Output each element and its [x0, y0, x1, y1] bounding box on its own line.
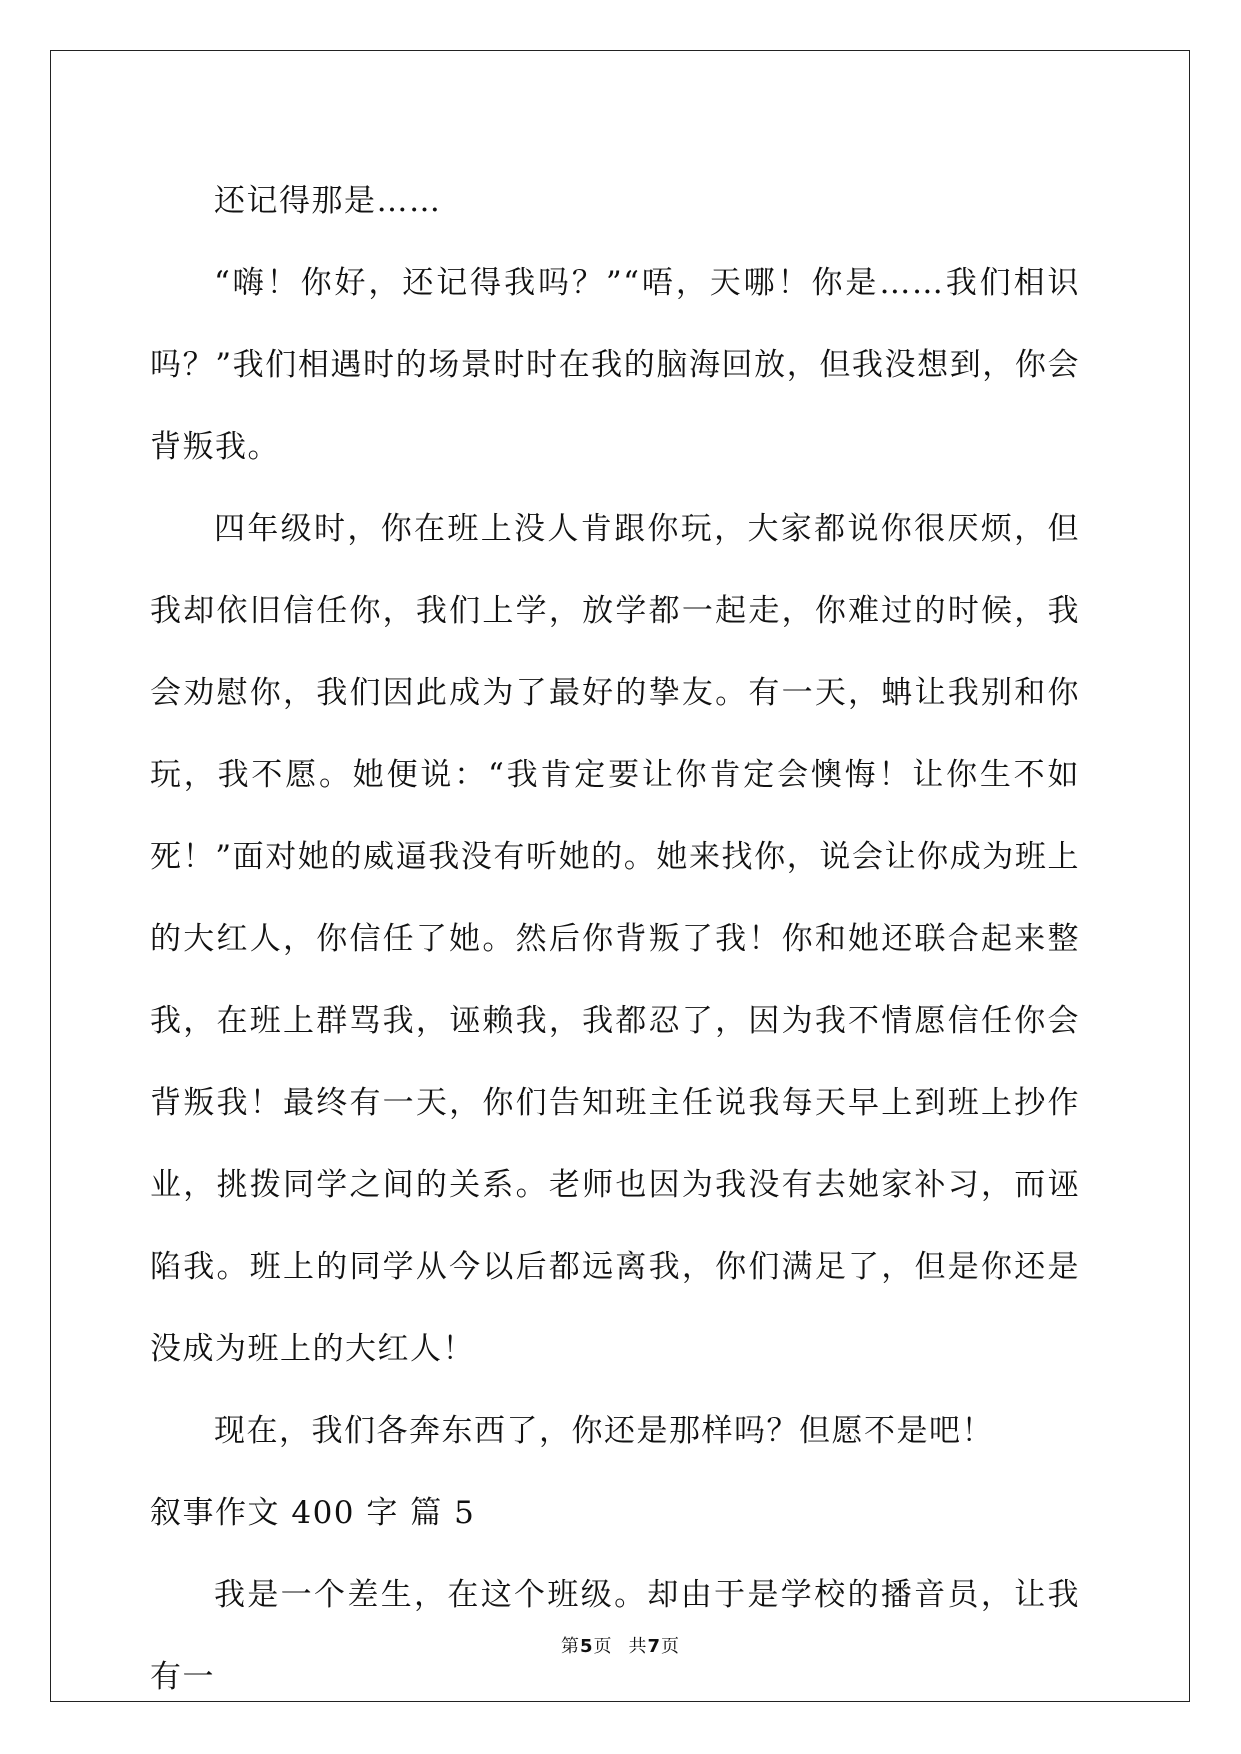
footer-prefix: 第	[560, 1636, 580, 1657]
footer-total-suffix: 页	[661, 1636, 681, 1657]
footer-page-number: 5	[579, 1636, 594, 1657]
paragraph-2: “嗨！你好，还记得我吗？”“唔，天哪！你是……我们相识吗？”我们相遇时的场景时时在我的脑海回放，但我没想到，你会背叛我。	[150, 265, 1080, 465]
section-heading: 叙事作文 400 字 篇 5	[150, 1495, 476, 1531]
footer-page-suffix: 页	[593, 1636, 613, 1657]
footer-total-prefix: 共	[628, 1636, 648, 1657]
paragraph-4: 现在，我们各奔东西了，你还是那样吗？但愿不是吧！	[214, 1413, 994, 1449]
footer-total-pages: 7	[647, 1636, 662, 1657]
document-body	[150, 160, 1080, 1718]
paragraph-3: 四年级时，你在班上没人肯跟你玩，大家都说你很厌烦，但我却依旧信任你，我们上学，放学都一起走，你难过的时候，我会劝慰你，我们因此成为了最好的挚友。有一天，蚺让我别和你玩，我不愿。她便说：“我肯定要让你肯定会懊悔！让你生不如死！”面对她的威逼我没有听她的。她来找你，说会让你成为班上的大红人，你信任了她。然后你背叛了我！你和她还联合起来整我，在班上群骂我，诬赖我，我都忍了，因为我不情愿信任你会背叛我！最终有一天，你们告知班主任说我每天早上到班上抄作业，挑拨同学之间的关系。老师也因为我没有去她家补习，而诬陷我。班上的同学从今以后都远离我，你们满足了，但是你还是没成为班上的大红人！	[150, 511, 1080, 1367]
page-footer	[0, 1632, 1241, 1658]
paragraph-1: 还记得那是……	[214, 183, 442, 219]
paragraph-5: 我是一个差生，在这个班级。却由于是学校的播音员，让我有一	[150, 1577, 1080, 1695]
